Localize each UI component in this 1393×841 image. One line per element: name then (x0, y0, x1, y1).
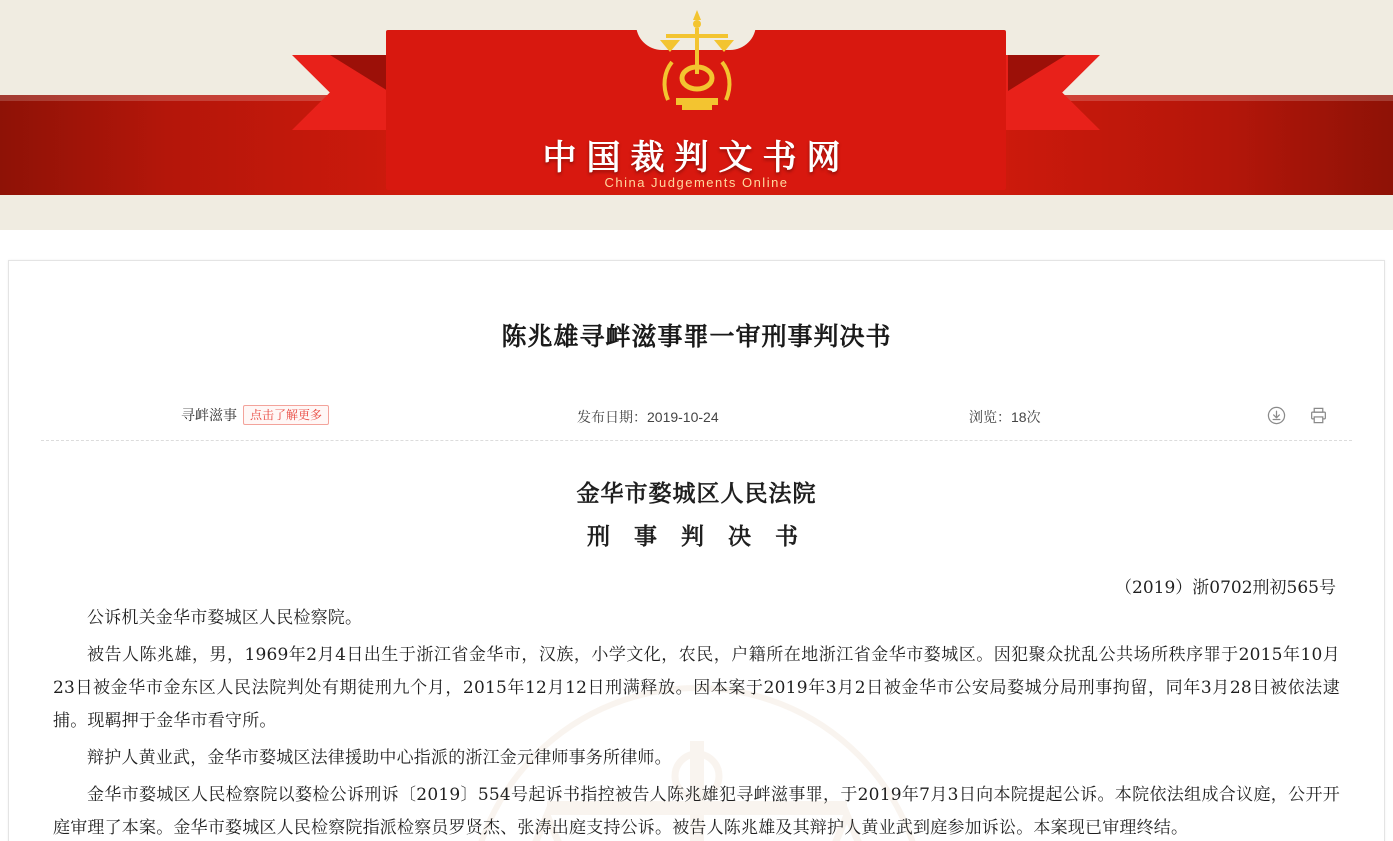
document-card (8, 260, 1385, 841)
document-paragraph: 金华市婺城区人民检察院以婺检公诉刑诉〔2019〕554号起诉书指控被告人陈兆雄犯寻衅滋事罪，于2019年7月3日向本院提起公诉。本院依法组成合议庭，公开开庭审理了本案。金华市婺城区人民检察院指派检察员罗贤杰、张涛出庭支持公诉。被告人陈兆雄及其辩护人黄业武到庭参加诉讼。本案现已审理终结。 (53, 785, 1340, 838)
document-area (0, 230, 1393, 841)
keyword-label: 寻衅滋事 (181, 407, 237, 423)
print-icon[interactable] (1308, 405, 1328, 425)
court-name: 金华市婺城区人民法院 (576, 480, 817, 507)
view-count: 浏览：18次 (969, 409, 1041, 425)
court-emblem-icon (642, 6, 752, 111)
meta-keyword (181, 405, 329, 425)
site-title: 中国裁判文书网 (542, 139, 851, 177)
document-kind: 刑 事 判 决 书 (586, 523, 807, 550)
site-subtitle: China Judgements Online (604, 175, 789, 190)
document-title: 陈兆雄寻衅滋事罪一审刑事判决书 (501, 322, 892, 351)
document-meta-bar (41, 405, 1352, 441)
case-number: （2019）浙0702刑初565号 (1115, 578, 1336, 598)
learn-more-tag[interactable]: 点击了解更多 (243, 405, 329, 425)
meta-actions (1266, 405, 1328, 425)
download-icon[interactable] (1266, 405, 1286, 425)
document-paragraph: 被告人陈兆雄，男，1969年2月4日出生于浙江省金华市，汉族，小学文化，农民，户籍所在地浙江省金华市婺城区。因犯聚众扰乱公共场所秩序罪于2015年10月23日被金华市金东区人民法院判处有期徒刑九个月，2015年12月12日刑满释放。因本案于2019年3月2日被金华市公安局婺城分局刑事拘留，同年3月28日被依法逮捕。现羁押于金华市看守所。 (53, 645, 1340, 731)
document-paragraph: 辩护人黄业武，金华市婺城区法律援助中心指派的浙江金元律师事务所律师。 (87, 748, 672, 768)
site-banner (0, 0, 1393, 230)
document-paragraph: 公诉机关金华市婺城区人民检察院。 (87, 608, 363, 628)
document-body (53, 475, 1340, 841)
publish-date: 发布日期：2019-10-24 (577, 409, 719, 425)
